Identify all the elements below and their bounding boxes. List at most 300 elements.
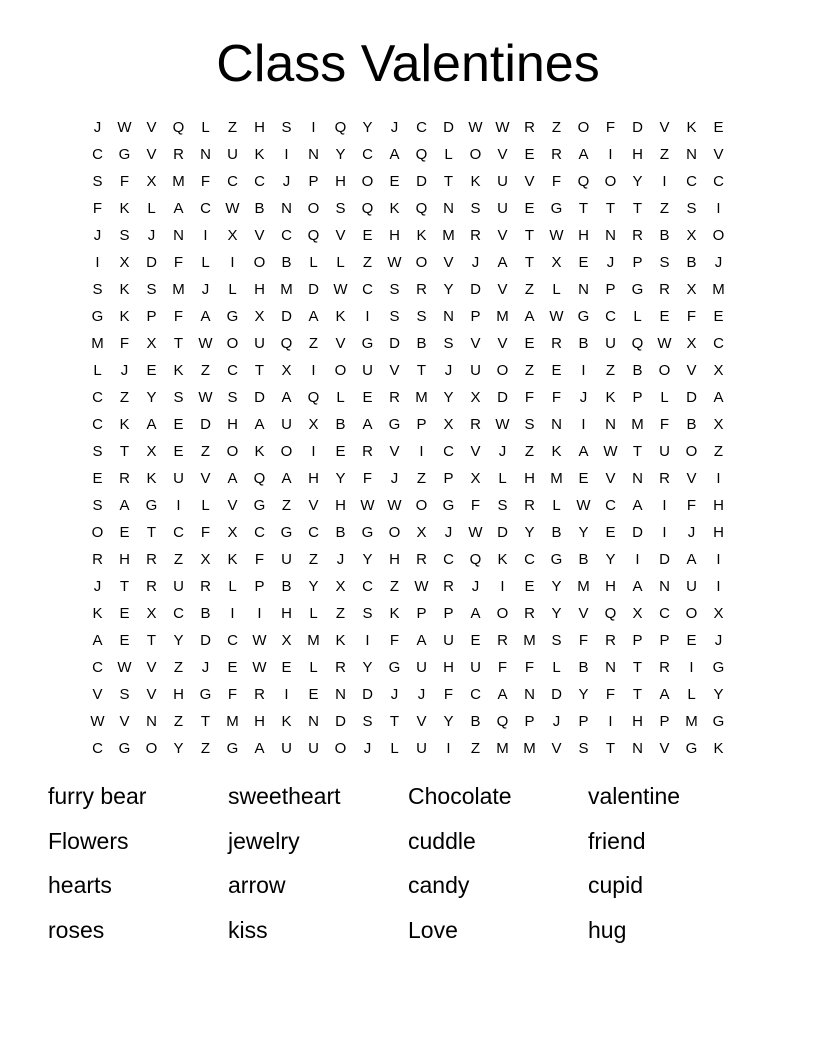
grid-letter: T [524, 254, 535, 271]
grid-letter: R [605, 632, 616, 649]
grid-letter: A [254, 416, 265, 433]
grid-letter: X [713, 416, 724, 433]
grid-letter: E [173, 443, 184, 460]
grid-letter: S [92, 173, 103, 190]
grid-letter: X [551, 254, 562, 271]
word-list-item: roses [48, 916, 105, 943]
grid-letter: U [470, 362, 481, 379]
grid-letter: J [201, 281, 210, 298]
grid-letter: T [632, 443, 643, 460]
grid-letter: I [365, 308, 370, 325]
grid-letter: E [173, 416, 184, 433]
grid-letter: O [496, 362, 509, 379]
grid-letter: M [631, 416, 644, 433]
grid-letter: Q [415, 200, 428, 217]
grid-letter: S [551, 632, 562, 649]
grid-letter: M [523, 632, 536, 649]
grid-letter: H [632, 713, 643, 730]
grid-letter: T [578, 200, 589, 217]
grid-letter: N [605, 659, 616, 676]
grid-letter: I [716, 551, 721, 568]
page-title: Class Valentines [216, 35, 600, 93]
grid-letter: J [417, 686, 426, 703]
grid-letter: A [497, 686, 508, 703]
grid-letter: V [551, 740, 562, 757]
grid-letter: N [146, 713, 157, 730]
grid-letter: V [605, 470, 616, 487]
grid-letter: Q [604, 605, 617, 622]
grid-letter: G [361, 524, 374, 541]
grid-letter: E [659, 308, 670, 325]
grid-letter: O [253, 254, 266, 271]
grid-letter: A [524, 308, 535, 325]
grid-letter: S [578, 740, 589, 757]
grid-letter: I [662, 497, 667, 514]
grid-letter: P [146, 308, 157, 325]
grid-letter: M [172, 281, 185, 298]
grid-letter: T [173, 335, 184, 352]
word-list-item: kiss [228, 916, 268, 943]
grid-letter: Q [361, 200, 374, 217]
grid-letter: S [443, 335, 454, 352]
grid-letter: Q [307, 389, 320, 406]
grid-letter: W [495, 119, 510, 136]
grid-letter: R [470, 416, 481, 433]
grid-letter: O [604, 173, 617, 190]
grid-letter: Q [496, 713, 509, 730]
grid-letter: H [173, 686, 184, 703]
grid-letter: X [713, 362, 724, 379]
grid-letter: Z [389, 578, 400, 595]
grid-letter: N [443, 308, 454, 325]
grid-letter: Y [443, 389, 454, 406]
grid-letter: V [389, 443, 400, 460]
grid-letter: X [146, 605, 157, 622]
grid-letter: H [713, 497, 724, 514]
grid-letter: G [712, 659, 725, 676]
grid-letter: Q [415, 146, 428, 163]
grid-letter: K [146, 470, 157, 487]
grid-letter: S [416, 308, 427, 325]
grid-letter: N [200, 146, 211, 163]
grid-letter: K [551, 443, 562, 460]
grid-letter: A [227, 470, 238, 487]
grid-letter: V [92, 686, 103, 703]
grid-letter: F [686, 497, 697, 514]
grid-letter: B [416, 335, 427, 352]
word-list-item: Love [408, 916, 458, 943]
grid-letter: G [226, 740, 239, 757]
word-list-item: sweetheart [228, 783, 341, 809]
grid-letter: S [335, 200, 346, 217]
grid-letter: R [173, 146, 184, 163]
grid-letter: G [118, 740, 131, 757]
grid-letter: E [524, 335, 535, 352]
grid-letter: Z [659, 146, 670, 163]
grid-letter: V [497, 335, 508, 352]
grid-letter: V [659, 119, 670, 136]
grid-letter: O [361, 173, 374, 190]
grid-letter: Z [227, 119, 238, 136]
grid-letter: E [119, 632, 130, 649]
grid-letter: J [336, 551, 345, 568]
grid-letter: I [662, 524, 667, 541]
grid-letter: A [362, 416, 373, 433]
grid-letter: U [281, 416, 292, 433]
grid-letter: Y [362, 119, 373, 136]
grid-letter: H [524, 470, 535, 487]
grid-letter: L [93, 362, 102, 379]
grid-letter: Y [335, 470, 346, 487]
grid-letter: F [578, 632, 589, 649]
grid-letter: U [443, 632, 454, 649]
grid-letter: R [362, 443, 373, 460]
grid-letter: G [91, 308, 104, 325]
grid-letter: I [230, 254, 235, 271]
grid-letter: G [280, 524, 293, 541]
word-list-item: furry bear [48, 783, 147, 809]
grid-letter: L [444, 146, 453, 163]
grid-letter: N [632, 740, 643, 757]
grid-letter: T [605, 200, 616, 217]
grid-letter: S [524, 416, 535, 433]
grid-letter: D [497, 389, 508, 406]
grid-letter: O [469, 146, 482, 163]
grid-letter: X [281, 632, 292, 649]
grid-letter: D [335, 713, 346, 730]
grid-letter: X [281, 362, 292, 379]
grid-letter: X [416, 524, 427, 541]
grid-letter: P [605, 281, 616, 298]
grid-letter: S [389, 281, 400, 298]
grid-letter: L [687, 686, 696, 703]
grid-letter: A [578, 146, 589, 163]
grid-letter: C [227, 362, 238, 379]
word-list-item: hug [588, 916, 627, 943]
grid-letter: T [254, 362, 265, 379]
grid-letter: R [119, 470, 130, 487]
grid-letter: C [173, 605, 184, 622]
grid-letter: H [335, 497, 346, 514]
grid-letter: K [92, 605, 103, 622]
grid-letter: B [632, 362, 643, 379]
grid-letter: O [685, 443, 698, 460]
grid-letter: Z [416, 470, 427, 487]
grid-letter: Y [335, 146, 346, 163]
grid-letter: M [415, 389, 428, 406]
grid-letter: V [389, 362, 400, 379]
grid-letter: X [254, 308, 265, 325]
grid-letter: L [633, 308, 642, 325]
grid-letter: J [363, 740, 372, 757]
grid-letter: A [497, 254, 508, 271]
grid-letter: A [659, 686, 670, 703]
grid-letter: I [95, 254, 100, 271]
grid-letter: N [443, 200, 454, 217]
grid-letter: W [414, 578, 429, 595]
grid-letter: U [497, 173, 508, 190]
grid-letter: Z [173, 713, 184, 730]
grid-letter: I [581, 362, 586, 379]
grid-letter: U [173, 578, 184, 595]
grid-letter: I [203, 227, 208, 244]
grid-letter: X [146, 173, 157, 190]
grid-letter: F [659, 416, 670, 433]
grid-letter: M [685, 713, 698, 730]
grid-letter: D [686, 389, 697, 406]
grid-letter: D [632, 524, 643, 541]
grid-letter: C [92, 659, 103, 676]
grid-letter: V [227, 497, 238, 514]
grid-letter: T [119, 443, 130, 460]
grid-letter: G [388, 416, 401, 433]
grid-letter: A [281, 389, 292, 406]
grid-letter: S [281, 119, 292, 136]
grid-letter: D [200, 416, 211, 433]
grid-letter: N [308, 713, 319, 730]
word-list-item: candy [408, 872, 470, 898]
grid-letter: U [281, 740, 292, 757]
grid-letter: V [146, 659, 157, 676]
grid-letter: F [119, 335, 130, 352]
grid-letter: Z [524, 362, 535, 379]
grid-letter: B [659, 227, 670, 244]
grid-letter: U [254, 335, 265, 352]
grid-letter: I [419, 443, 424, 460]
grid-letter: A [281, 470, 292, 487]
grid-letter: D [416, 173, 427, 190]
grid-letter: V [146, 686, 157, 703]
grid-letter: K [119, 416, 130, 433]
grid-letter: B [335, 416, 346, 433]
grid-letter: J [282, 173, 291, 190]
grid-letter: K [605, 389, 616, 406]
grid-letter: Z [308, 335, 319, 352]
grid-letter: T [416, 362, 427, 379]
grid-letter: E [146, 362, 157, 379]
grid-letter: W [117, 119, 132, 136]
grid-letter: X [335, 578, 346, 595]
grid-letter: J [471, 254, 480, 271]
grid-letter: I [608, 713, 613, 730]
grid-letter: M [442, 227, 455, 244]
grid-letter: A [632, 497, 643, 514]
grid-letter: Z [281, 497, 292, 514]
grid-letter: W [252, 632, 267, 649]
grid-letter: Q [280, 335, 293, 352]
grid-letter: Z [200, 740, 211, 757]
grid-letter: V [335, 227, 346, 244]
grid-letter: L [228, 281, 237, 298]
grid-letter: C [200, 200, 211, 217]
grid-letter: C [362, 281, 373, 298]
grid-letter: Z [524, 443, 535, 460]
grid-letter: M [91, 335, 104, 352]
grid-letter: U [605, 335, 616, 352]
grid-letter: B [200, 605, 211, 622]
grid-letter: C [659, 605, 670, 622]
grid-letter: C [443, 443, 454, 460]
grid-letter: E [524, 578, 535, 595]
grid-letter: P [632, 632, 643, 649]
grid-letter: G [712, 713, 725, 730]
grid-letter: V [470, 443, 481, 460]
grid-letter: X [119, 254, 130, 271]
grid-letter: M [550, 470, 563, 487]
grid-letter: H [308, 470, 319, 487]
grid-letter: A [254, 740, 265, 757]
grid-letter: W [657, 335, 672, 352]
grid-letter: P [659, 632, 670, 649]
grid-letter: K [470, 173, 481, 190]
grid-letter: P [443, 470, 454, 487]
grid-letter: J [120, 362, 129, 379]
grid-letter: G [118, 146, 131, 163]
grid-letter: B [578, 659, 589, 676]
grid-letter: J [552, 713, 561, 730]
grid-letter: X [470, 470, 481, 487]
grid-letter: E [524, 146, 535, 163]
grid-letter: W [495, 416, 510, 433]
grid-letter: I [500, 578, 505, 595]
grid-letter: M [226, 713, 239, 730]
grid-letter: H [254, 713, 265, 730]
grid-letter: W [468, 524, 483, 541]
grid-letter: X [470, 389, 481, 406]
grid-letter: D [146, 254, 157, 271]
grid-letter: L [309, 659, 318, 676]
grid-letter: J [471, 578, 480, 595]
grid-letter: C [281, 227, 292, 244]
grid-letter: J [93, 119, 102, 136]
grid-letter: H [389, 551, 400, 568]
grid-letter: M [307, 632, 320, 649]
grid-letter: N [605, 227, 616, 244]
grid-letter: S [686, 200, 697, 217]
grid-letter: R [146, 551, 157, 568]
grid-letter: G [685, 740, 698, 757]
grid-letter: C [470, 686, 481, 703]
grid-letter: X [146, 335, 157, 352]
grid-letter: K [497, 551, 508, 568]
grid-letter: P [632, 254, 643, 271]
grid-letter: M [523, 740, 536, 757]
grid-letter: Y [173, 632, 184, 649]
grid-letter: I [716, 200, 721, 217]
grid-letter: K [173, 362, 184, 379]
grid-letter: K [254, 443, 265, 460]
grid-letter: E [713, 119, 724, 136]
grid-letter: Y [308, 578, 319, 595]
grid-letter: E [470, 632, 481, 649]
grid-letter: M [496, 308, 509, 325]
grid-letter: H [254, 119, 265, 136]
word-list-item: friend [588, 827, 646, 854]
grid-letter: C [227, 632, 238, 649]
grid-letter: Z [200, 443, 211, 460]
grid-letter: C [362, 578, 373, 595]
grid-letter: X [686, 281, 697, 298]
grid-letter: V [416, 713, 427, 730]
grid-letter: R [497, 632, 508, 649]
grid-letter: H [119, 551, 130, 568]
grid-letter: I [689, 659, 694, 676]
grid-letter: X [686, 335, 697, 352]
grid-letter: C [92, 740, 103, 757]
grid-letter: H [254, 281, 265, 298]
word-list-item: cuddle [408, 827, 476, 854]
grid-letter: S [173, 389, 184, 406]
grid-letter: I [662, 173, 667, 190]
grid-letter: J [606, 254, 615, 271]
grid-letter: N [686, 146, 697, 163]
grid-letter: C [416, 119, 427, 136]
grid-letter: A [632, 578, 643, 595]
grid-letter: I [311, 443, 316, 460]
grid-letter: Q [631, 335, 644, 352]
grid-letter: R [335, 659, 346, 676]
grid-letter: K [389, 605, 400, 622]
grid-letter: G [631, 281, 644, 298]
grid-letter: S [227, 389, 238, 406]
grid-letter: S [497, 497, 508, 514]
grid-letter: H [389, 227, 400, 244]
grid-letter: S [659, 254, 670, 271]
grid-letter: Z [362, 254, 373, 271]
grid-letter: J [714, 632, 723, 649]
grid-letter: P [632, 389, 643, 406]
grid-letter: C [308, 524, 319, 541]
grid-letter: L [552, 497, 561, 514]
grid-letter: N [605, 416, 616, 433]
grid-letter: U [659, 443, 670, 460]
grid-letter: F [551, 389, 562, 406]
grid-letter: N [524, 686, 535, 703]
grid-letter: D [389, 335, 400, 352]
grid-letter: T [605, 740, 616, 757]
grid-letter: M [496, 740, 509, 757]
grid-letter: J [93, 578, 102, 595]
grid-letter: D [497, 524, 508, 541]
grid-letter: L [201, 254, 210, 271]
grid-letter: Z [173, 551, 184, 568]
grid-letter: V [578, 605, 589, 622]
grid-letter: F [605, 686, 616, 703]
grid-letter: G [577, 308, 590, 325]
grid-letter: L [336, 389, 345, 406]
grid-letter: E [119, 524, 130, 541]
grid-letter: E [605, 524, 616, 541]
grid-letter: P [308, 173, 319, 190]
grid-letter: W [603, 443, 618, 460]
grid-letter: I [284, 686, 289, 703]
grid-letter: M [172, 173, 185, 190]
grid-letter: J [687, 524, 696, 541]
grid-letter: E [92, 470, 103, 487]
grid-letter: L [552, 281, 561, 298]
grid-letter: C [227, 173, 238, 190]
grid-letter: Y [578, 524, 589, 541]
grid-letter: W [576, 497, 591, 514]
grid-letter: A [146, 416, 157, 433]
grid-letter: R [659, 659, 670, 676]
grid-letter: H [281, 605, 292, 622]
grid-letter: A [173, 200, 184, 217]
grid-letter: Y [578, 686, 589, 703]
grid-letter: T [119, 578, 130, 595]
grid-letter: T [200, 713, 211, 730]
grid-letter: V [686, 362, 697, 379]
